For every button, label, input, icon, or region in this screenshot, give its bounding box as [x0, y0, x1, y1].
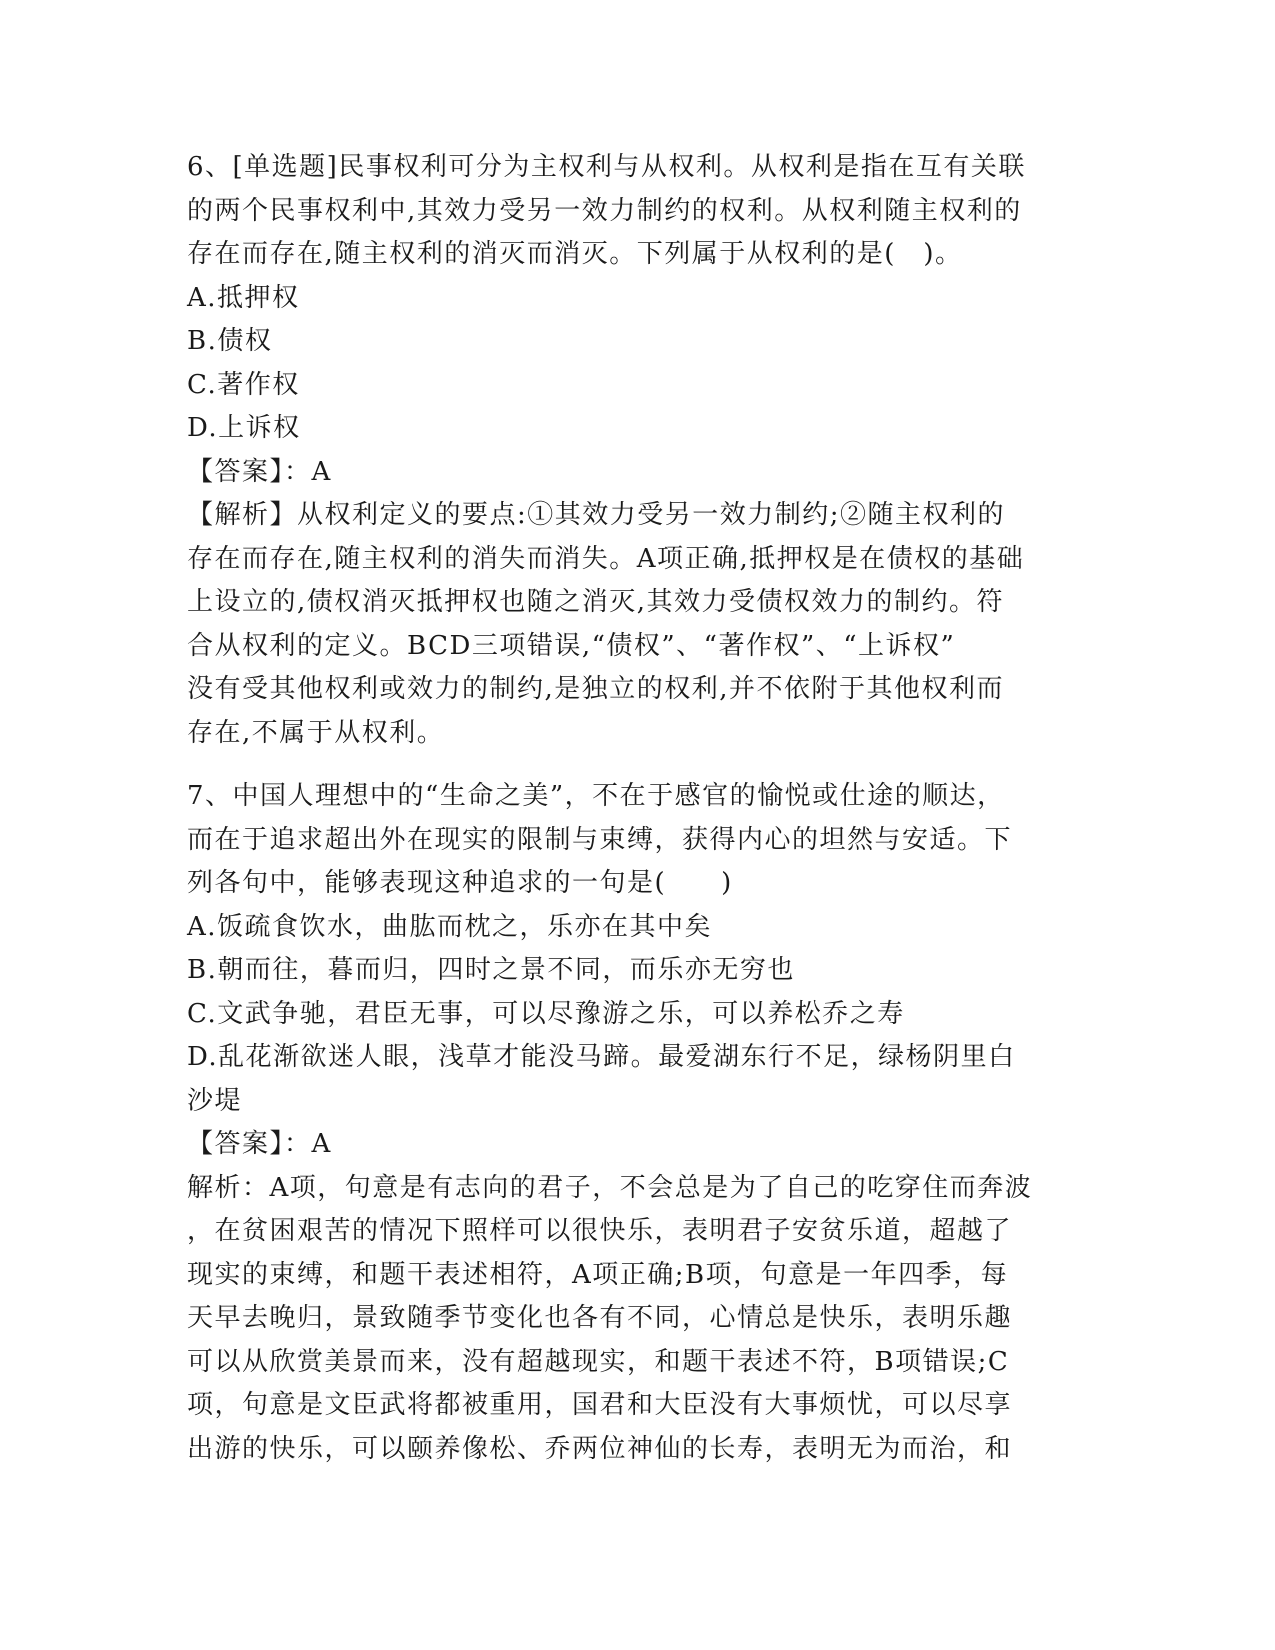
option-d: D.乱花渐欲迷人眼，浅草才能没马蹄。最爱湖东行不足，绿杨阴里白: [187, 1042, 1016, 1072]
document-page: [187, 146, 1087, 1471]
analysis-line: 项，句意是文臣武将都被重用，国君和大臣没有大事烦忧，可以尽享: [187, 1390, 1013, 1420]
analysis-line: 解析：A项，句意是有志向的君子，不会总是为了自己的吃穿住而奔波: [187, 1172, 1033, 1203]
question-stem-line: 6、[单选题]民事权利可分为主权利与从权利。从权利是指在互有关联: [187, 152, 1026, 182]
option-a: A.抵押权: [187, 282, 300, 313]
question-6: [187, 146, 1087, 755]
option-b: B.债权: [187, 326, 273, 356]
analysis-line: 可以从欣赏美景而来，没有超越现实，和题干表述不符，B项错误;C: [187, 1346, 1010, 1377]
answer-line: 【答案】：A: [187, 1129, 332, 1159]
analysis-line: 【解析】从权利定义的要点:①其效力受另一效力制约;②随主权利的: [187, 500, 1006, 530]
question-stem-line: 的两个民事权利中,其效力受另一效力制约的权利。从权利随主权利的: [187, 195, 1022, 226]
analysis-line: 没有受其他权利或效力的制约,是独立的权利,并不依附于其他权利而: [187, 674, 1005, 704]
option-c: C.文武争驰，君臣无事，可以尽豫游之乐，可以养松乔之寿: [187, 998, 905, 1029]
analysis-line: 存在,不属于从权利。: [187, 717, 445, 748]
option-b: B.朝而往，暮而归，四时之景不同，而乐亦无穷也: [187, 955, 795, 985]
analysis-line: 现实的束缚，和题干表述相符，A项正确;B项，句意是一年四季，每: [187, 1259, 1009, 1290]
question-stem-line: 列各句中，能够表现这种追求的一句是( ): [187, 868, 733, 898]
option-c: C.著作权: [187, 369, 300, 400]
analysis-line: 出游的快乐，可以颐养像松、乔两位神仙的长寿，表明无为而治，和: [187, 1433, 1013, 1464]
analysis-line: 合从权利的定义。BCD三项错误,“债权”、“著作权”、“上诉权”: [187, 630, 956, 661]
analysis-line: 上设立的,债权消灭抵押权也随之消灭,其效力受债权效力的制约。符: [187, 587, 1005, 617]
analysis-line: 天早去晚归，景致随季节变化也各有不同，心情总是快乐，表明乐趣: [187, 1303, 1013, 1333]
option-a: A.饭疏食饮水，曲肱而枕之，乐亦在其中矣: [187, 911, 713, 942]
option-d: D.上诉权: [187, 413, 301, 443]
question-stem-line: 存在而存在,随主权利的消灭而消灭。下列属于从权利的是( )。: [187, 239, 963, 269]
answer-line: 【答案】：A: [187, 456, 332, 487]
question-7: [187, 775, 1087, 1471]
analysis-line: ，在贫困艰苦的情况下照样可以很快乐，表明君子安贫乐道，超越了: [187, 1216, 1013, 1246]
analysis-line: 存在而存在,随主权利的消失而消失。A项正确,抵押权是在债权的基础: [187, 543, 1025, 574]
question-stem-line: 而在于追求超出外在现实的限制与束缚，获得内心的坦然与安适。下: [187, 824, 1013, 855]
option-d-continued: 沙堤: [187, 1085, 243, 1116]
section-gap: [187, 755, 1087, 775]
question-stem-line: 7、中国人理想中的“生命之美”，不在于感官的愉悦或仕途的顺达，: [187, 781, 1005, 811]
